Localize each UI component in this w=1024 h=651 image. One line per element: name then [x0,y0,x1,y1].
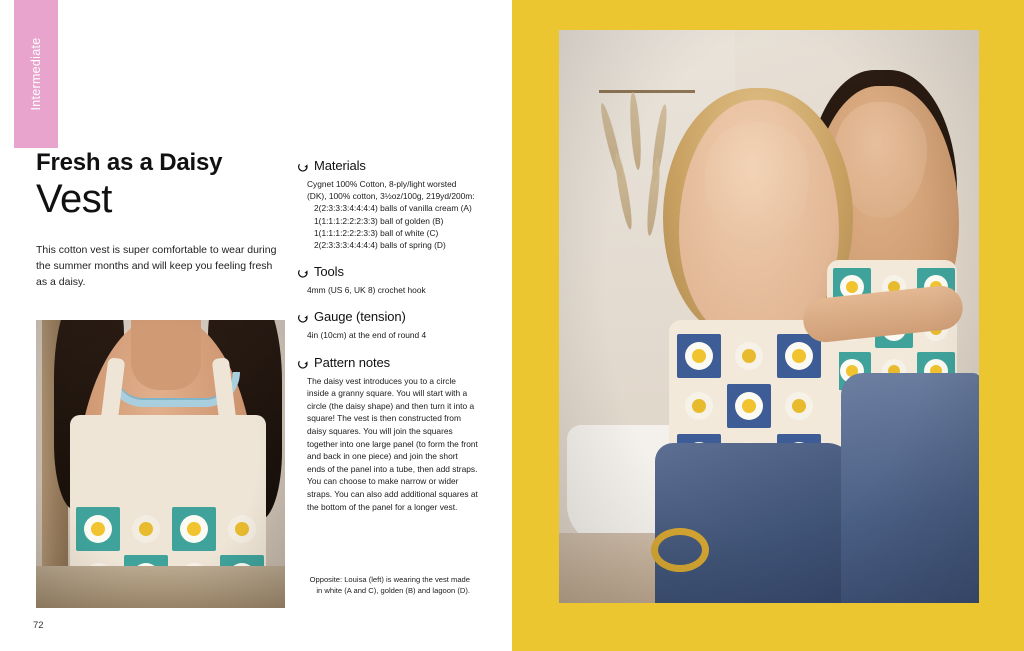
page-number: 72 [33,620,44,631]
intro-paragraph: This cotton vest is super comfortable to wear during the summer months and will keep you feeling fresh as a daisy. [36,244,277,288]
tools-body [298,284,478,296]
gauge-text: 4in (10cm) at the end of round 4 [307,330,427,341]
tools-heading: Tools [314,264,344,280]
title-line-secondary: Vest [36,177,112,222]
pattern-notes-heading: Pattern notes [314,354,391,370]
materials-line-1: 1(1:1:1:2:2:2:3:3) ball of golden (B) [314,215,444,226]
title-line-primary: Fresh as a Daisy [36,149,223,176]
materials-line-2: 1(1:1:1:2:2:2:3:3) ball of white (C) [314,227,439,238]
difficulty-tab [14,0,58,148]
pattern-notes-heading-row [298,355,478,370]
arrow-bullet-icon [298,357,309,368]
materials-yarn: Cygnet 100% Cotton, 8-ply/light worsted (DK), 100% cotton, 3½oz/100g, 219yd/200m: [307,179,475,202]
arrow-bullet-icon [298,311,309,322]
materials-body [298,178,478,251]
photo-caption: Opposite: Louisa (left) is wearing the vest made in white (A and C), golden (B) and lagoon (D). [309,575,470,595]
difficulty-label: Intermediate [29,37,43,111]
tools-heading-row [298,264,478,279]
pattern-notes-text: The daisy vest introduces you to a circle inside a granny square. You will start with a circle (the daisy shape) and then turn it into a square! The vest is then constructed from daisy squares. You will join the squares together into one large panel (to form the front and back in one piece) and join the short ends of the panel into a tube, then add straps. You can choose to make narrow or wider straps. You can also add additional squares at the bottom of the panel for a longer vest. [307,375,478,512]
tools-text: 4mm (US 6, UK 8) crochet hook [307,285,426,296]
arrow-bullet-icon [298,266,309,277]
materials-heading-row [298,158,478,173]
page-title [36,150,286,220]
gauge-heading-row [298,309,478,324]
arrow-bullet-icon [298,160,309,171]
gauge-heading: Gauge (tension) [314,309,406,325]
gauge-body [298,329,478,341]
bangle [651,528,709,572]
models-photo [559,30,979,603]
materials-line-0: 2(2:3:3:3:4:4:4:4) balls of vanilla cream (A) [314,203,472,214]
materials-line-3: 2(2:3:3:3:4:4:4:4) balls of spring (D) [314,239,446,250]
right-page [512,0,1024,651]
materials-heading: Materials [314,158,366,173]
vest-closeup-photo [36,320,285,608]
pattern-info-column [298,158,478,513]
